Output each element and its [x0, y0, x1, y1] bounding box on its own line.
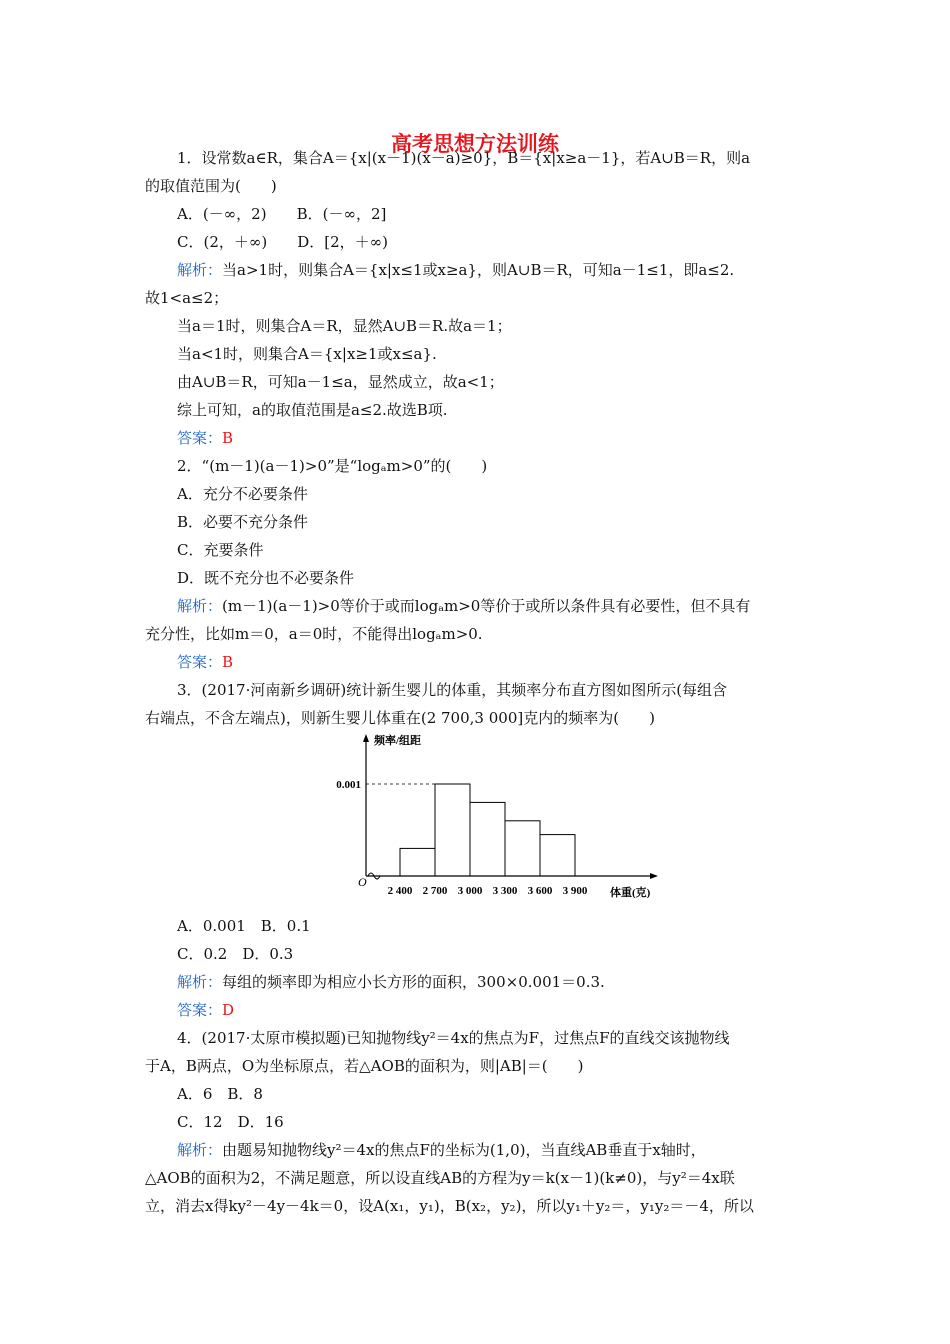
text-line	[177, 316, 847, 336]
line-text: △AOB的面积为2，不满足题意，所以设直线AB的方程为y＝k(x－1)(k≠0)，与y²＝4x联	[145, 1169, 735, 1187]
line-text: A．(－∞，2) B．(－∞，2]	[177, 205, 387, 223]
line-text: C．充要条件	[177, 541, 264, 559]
line-text: (m－1)(a－1)>0等价于或而logₐm>0等价于或所以条件具有必要性，但不具有	[222, 597, 751, 615]
text-line	[177, 680, 847, 700]
text-line	[145, 176, 815, 196]
text-line	[145, 624, 815, 644]
y-tick-label: 0.001	[336, 779, 361, 791]
answer-label: 答案：	[177, 1001, 223, 1019]
line-text: 当a<1时，则集合A＝{x|x≥1或x≤a}.	[177, 345, 437, 363]
histogram-bar	[470, 802, 505, 876]
text-line	[177, 400, 847, 420]
text-line	[145, 1168, 815, 1188]
text-line	[177, 484, 847, 504]
line-text: 由题易知抛物线y²＝4x的焦点F的坐标为(1,0)，当直线AB垂直于x轴时，	[222, 1141, 706, 1159]
x-tick-label: 2 400	[387, 885, 413, 897]
line-text: 1．设常数a∈R，集合A＝{x|(x－1)(x－a)≥0}，B＝{x|x≥a－1}，若A∪B＝R，则a	[177, 149, 751, 167]
x-axis-label: 体重(克)	[610, 887, 651, 899]
histogram-chart	[328, 728, 668, 908]
text-line	[177, 372, 847, 392]
text-line	[177, 148, 847, 168]
line-text: C．(2，＋∞) D．[2，＋∞)	[177, 233, 388, 251]
analysis-label: 解析：	[177, 597, 223, 615]
x-tick-label: 3 300	[492, 885, 518, 897]
text-line	[177, 1084, 847, 1104]
x-tick-label: 3 900	[562, 885, 588, 897]
analysis-label: 解析：	[177, 973, 223, 991]
line-text: A．6 B．8	[177, 1085, 263, 1103]
histogram-bar	[400, 848, 435, 876]
y-axis-arrow	[363, 734, 369, 742]
text-line	[177, 1028, 847, 1048]
answer-value: D	[222, 1001, 235, 1019]
answer-label: 答案：	[177, 429, 223, 447]
text-line	[177, 916, 847, 936]
line-text: 2．“(m－1)(a－1)>0”是“logₐm>0”的( )	[177, 457, 488, 475]
line-text: 4．(2017·太原市模拟题)已知抛物线y²＝4x的焦点为F，过焦点F的直线交该抛物线	[177, 1029, 730, 1047]
text-line	[177, 596, 847, 616]
line-text: 当a＝1时，则集合A＝R，显然A∪B＝R.故a＝1；	[177, 317, 512, 335]
line-text: 当a>1时，则集合A＝{x|x≤1或x≥a}，则A∪B＝R，可知a－1≤1，即a≤2.	[222, 261, 735, 279]
line-text: 的取值范围为( )	[145, 177, 277, 195]
line-text: 立，消去x得ky²－4y－4k＝0，设A(x₁，y₁)，B(x₂，y₂)，所以y₁＋y₂＝，y₁y₂＝－4，所以	[145, 1197, 754, 1215]
line-text: D．既不充分也不必要条件	[177, 569, 355, 587]
text-line	[145, 708, 815, 728]
histogram-bar	[505, 821, 540, 876]
analysis-label: 解析：	[177, 1141, 223, 1159]
text-line	[177, 1000, 847, 1020]
text-line	[145, 288, 815, 308]
histogram-bar	[435, 784, 470, 876]
line-text: 于A，B两点，O为坐标原点，若△AOB的面积为，则|AB|＝( )	[145, 1057, 584, 1075]
answer-value: B	[222, 653, 234, 671]
line-text: 右端点，不含左端点)，则新生婴儿体重在(2 700,3 000]克内的频率为( )	[145, 709, 655, 727]
x-axis-arrow	[650, 873, 658, 879]
line-text: A．充分不必要条件	[177, 485, 308, 503]
line-text: 充分性，比如m＝0，a＝0时，不能得出logₐm>0.	[145, 625, 483, 643]
line-text: 每组的频率即为相应小长方形的面积，300×0.001＝0.3.	[222, 973, 605, 991]
line-text: A．0.001 B．0.1	[177, 917, 311, 935]
analysis-label: 解析：	[177, 261, 223, 279]
text-line	[177, 972, 847, 992]
text-line	[145, 1196, 815, 1216]
text-line	[177, 1140, 847, 1160]
line-text: 3．(2017·河南新乡调研)统计新生婴儿的体重，其频率分布直方图如图所示(每组含	[177, 681, 728, 699]
text-line	[177, 1112, 847, 1132]
text-line	[177, 652, 847, 672]
text-line	[177, 232, 847, 252]
text-line	[177, 260, 847, 280]
text-line	[177, 568, 847, 588]
line-text: 综上可知，a的取值范围是a≤2.故选B项.	[177, 401, 448, 419]
text-line	[177, 512, 847, 532]
histogram-bar	[540, 835, 575, 876]
origin-label: O	[358, 875, 367, 889]
page-title: 高考思想方法训练	[391, 131, 559, 156]
text-line	[177, 456, 847, 476]
text-line	[177, 204, 847, 224]
line-text: B．必要不充分条件	[177, 513, 309, 531]
x-tick-label: 2 700	[422, 885, 448, 897]
line-text: C．0.2 D．0.3	[177, 945, 294, 963]
answer-label: 答案：	[177, 653, 223, 671]
text-line	[177, 944, 847, 964]
text-line	[177, 344, 847, 364]
answer-value: B	[222, 429, 234, 447]
x-tick-label: 3 000	[457, 885, 483, 897]
line-text: 由A∪B＝R，可知a－1≤a，显然成立，故a<1；	[177, 373, 504, 391]
line-text: 故1<a≤2；	[145, 289, 229, 307]
text-line	[145, 1056, 815, 1076]
text-line	[177, 540, 847, 560]
x-tick-label: 3 600	[527, 885, 553, 897]
line-text: C．12 D．16	[177, 1113, 284, 1131]
y-axis-label: 频率/组距	[374, 735, 422, 747]
text-line	[177, 428, 847, 448]
